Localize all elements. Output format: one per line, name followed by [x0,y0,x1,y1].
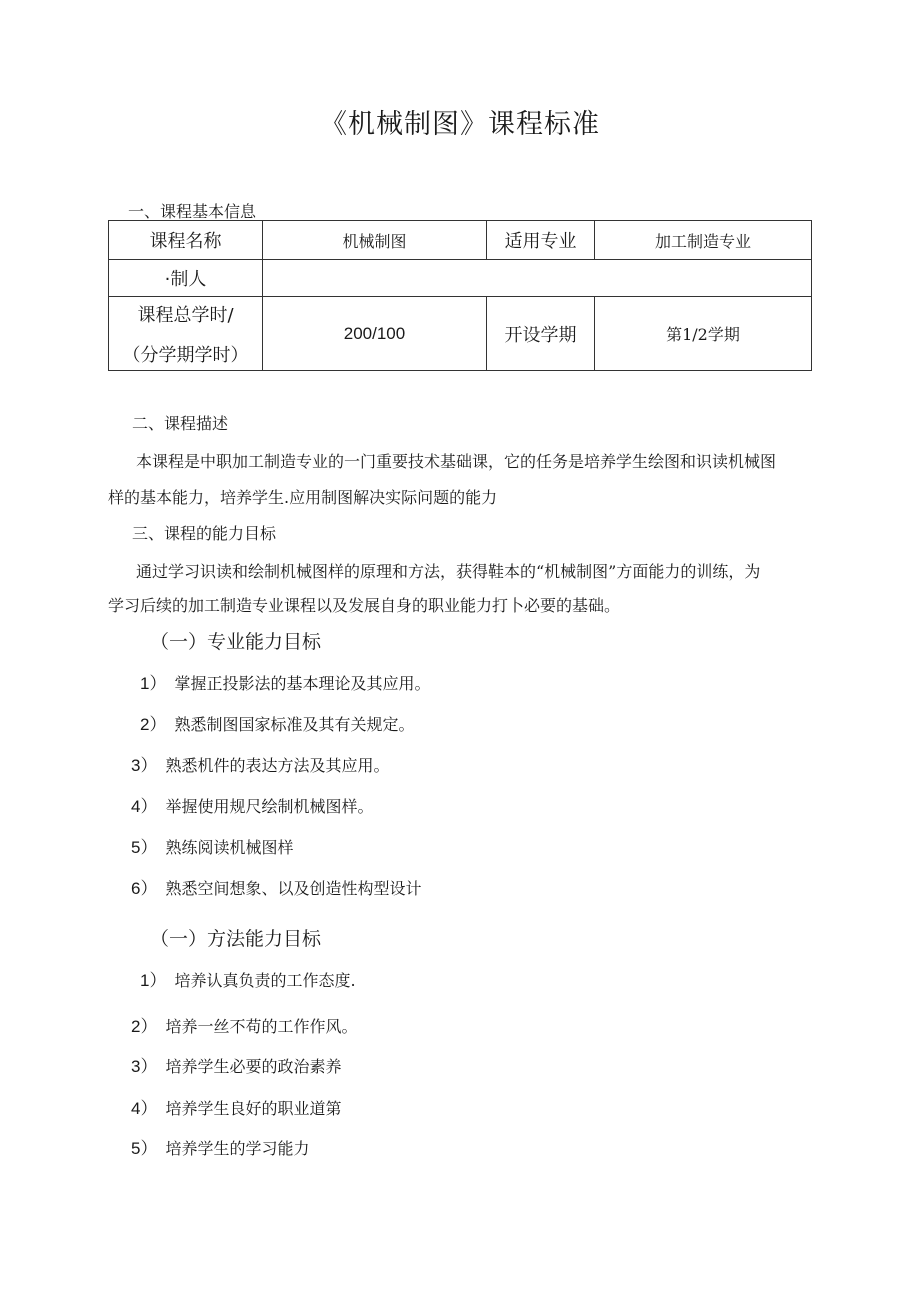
semester-value: 第1/2学期 [595,297,812,371]
description-line-2: 样的基本能力，培养学生.应用制图解决实际问题的能力 [108,488,498,507]
professional-item-4 [131,792,373,817]
item-text: 熟悉制图国家标准及其有关规定。 [174,715,415,734]
item-number: 2） [140,715,167,734]
method-item-1 [140,966,356,991]
method-item-3 [131,1052,341,1077]
item-number: 2） [131,1017,158,1036]
item-text: 熟悉机件的表达方法及其应用。 [165,756,390,775]
item-number: 4） [131,797,158,816]
course-name-label: 课程名称 [109,221,263,260]
professional-item-1 [140,669,430,694]
method-item-5 [131,1134,309,1159]
item-text: 熟悉空间想象、以及创造性构型设计 [165,879,422,898]
item-number: 1） [140,674,167,693]
professional-item-2 [140,710,414,735]
item-text: 培养一丝不苟的工作作风。 [165,1017,358,1036]
item-text: 培养学生良好的职业道第 [165,1099,342,1118]
item-number: 1） [140,971,167,990]
total-hours-label-line1: 课程总学时/ [137,304,234,326]
professional-item-5 [131,833,293,858]
professional-item-6 [131,874,421,899]
item-number: 5） [131,1139,158,1158]
course-name-value: 机械制图 [263,221,487,260]
item-number: 6） [131,879,158,898]
item-text: 举握使用规尺绘制机械图样。 [165,797,374,816]
total-hours-value: 200/100 [263,297,487,371]
subheading-professional-ability: （一）专业能力目标 [150,631,322,653]
item-text: 培养学生必要的政治素养 [165,1057,342,1076]
subheading-method-ability: （一）方法能力目标 [150,928,322,950]
section-heading-ability-goals: 三、课程的能力目标 [132,524,277,543]
course-info-table [108,220,812,371]
description-line-1: 本课程是中职加工制造专业的一门重要技术基础课，它的任务是培养学生绘图和识读机械图 [136,452,777,471]
total-hours-label [109,297,263,371]
item-number: 5） [131,838,158,857]
item-text: 熟练阅读机械图样 [165,838,294,857]
method-item-4 [131,1094,341,1119]
major-value: 加工制造专业 [595,221,812,260]
item-number: 3） [131,756,158,775]
item-number: 3） [131,1057,158,1076]
total-hours-label-line2: （分学期学时） [122,344,249,366]
author-label: ·制人 [109,260,263,297]
document-title: 《机械制图》课程标准 [320,109,600,140]
professional-item-3 [131,751,389,776]
item-text: 培养学生的学习能力 [165,1139,310,1158]
item-text: 培养认真负责的工作态度. [174,971,356,990]
semester-label: 开设学期 [487,297,595,371]
item-number: 4） [131,1099,158,1118]
ability-line-1: 通过学习识读和绘制机械图样的原理和方法，获得鞋本的“机械制图”方面能力的训练，为 [136,562,761,581]
method-item-2 [131,1012,357,1037]
ability-line-2: 学习后续的加工制造专业课程以及发展自身的职业能力打卜必要的基础。 [108,596,621,615]
section-heading-basic-info: 一、课程基本信息 [128,202,257,221]
item-text: 掌握正投影法的基本理论及其应用。 [174,674,431,693]
author-value [263,260,812,297]
section-heading-description: 二、课程描述 [132,414,229,433]
major-label: 适用专业 [487,221,595,260]
